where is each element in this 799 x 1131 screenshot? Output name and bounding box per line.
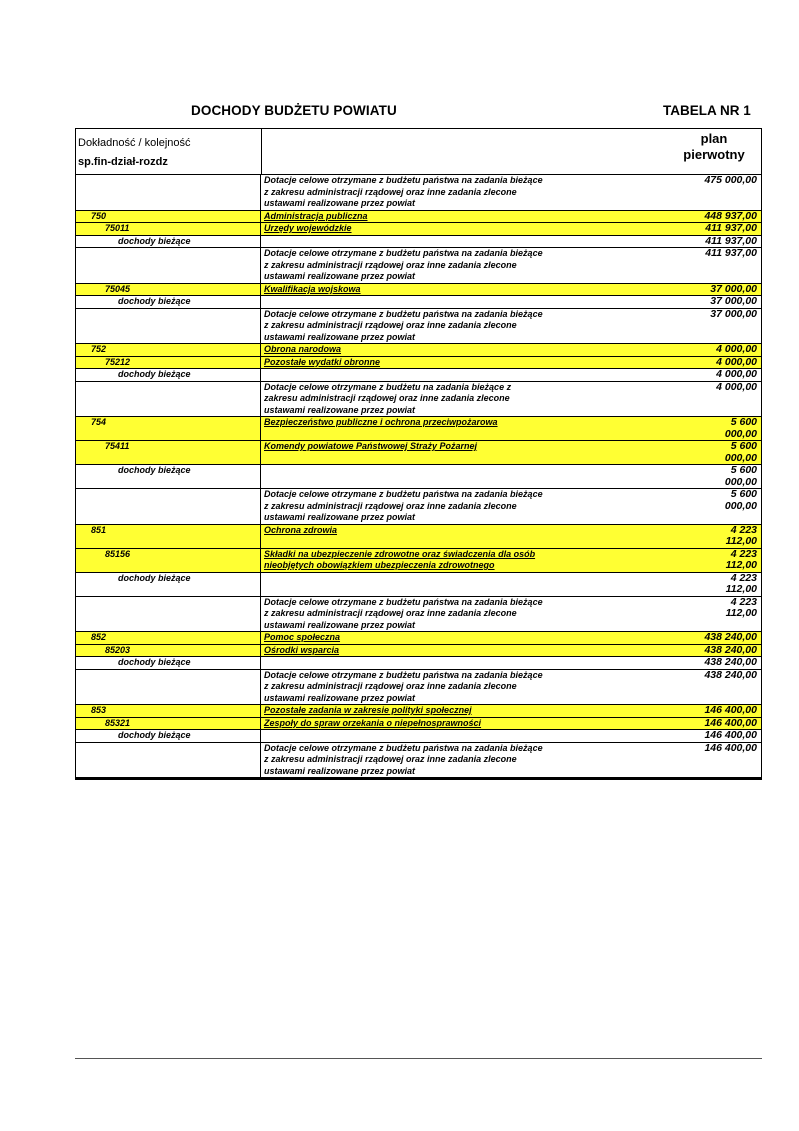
row-code-cell <box>76 597 261 632</box>
table-body <box>76 175 761 778</box>
row-code-cell <box>76 465 261 488</box>
row-code: 754 <box>91 417 107 427</box>
row-code-cell <box>76 175 261 210</box>
row-code-cell <box>76 284 261 296</box>
row-code: 752 <box>91 344 107 354</box>
row-code-cell <box>76 236 261 248</box>
header-col-name-amount <box>262 129 761 174</box>
row-code: dochody bieżące <box>118 657 191 667</box>
row-amount: 37 000,00 <box>710 307 757 320</box>
row-code: 75212 <box>105 356 131 367</box>
footer-rule <box>75 1058 762 1059</box>
row-amount: 438 240,00 <box>704 656 757 668</box>
table-row <box>76 441 761 465</box>
row-name: Ośrodki wsparcia <box>264 644 340 655</box>
table-row <box>76 718 761 731</box>
row-code: dochody bieżące <box>118 730 191 740</box>
row-amount: 438 240,00 <box>704 643 757 656</box>
table-row <box>76 489 761 525</box>
row-code-cell <box>76 211 261 223</box>
row-amount: 438 240,00 <box>704 631 757 643</box>
row-name: Bezpieczeństwo publiczne i ochrona przeciwpożarowa <box>264 417 498 427</box>
row-code: 75045 <box>105 283 131 294</box>
row-code-cell <box>76 441 261 464</box>
row-code: 750 <box>91 210 107 221</box>
row-code: 853 <box>91 705 107 715</box>
row-code-cell <box>76 718 261 730</box>
table-row <box>76 549 761 573</box>
row-name: Dotacje celowe otrzymane z budżetu na zadania bieżące z zakresu administracji rządowej oraz inne zadania zlecone ustawami realizowane przez powiat <box>264 381 512 415</box>
table-row <box>76 223 761 236</box>
table-row <box>76 743 761 779</box>
row-amount: 4 223 112,00 <box>725 571 757 595</box>
table-row <box>76 309 761 345</box>
row-code: dochody bieżące <box>118 572 191 583</box>
table-row <box>76 670 761 706</box>
table-row <box>76 705 761 718</box>
header-plan-label: plan pierwotny <box>683 131 745 162</box>
row-code: dochody bieżące <box>118 465 191 475</box>
row-code-cell <box>76 670 261 705</box>
row-amount: 448 937,00 <box>704 209 757 222</box>
table-row <box>76 730 761 743</box>
row-name: Ochrona zdrowia <box>264 524 338 535</box>
row-amount: 5 600 000,00 <box>724 488 757 512</box>
row-code-cell <box>76 730 261 742</box>
row-amount: 4 000,00 <box>716 355 757 368</box>
row-name: Obrona narodowa <box>264 344 342 354</box>
row-amount: 146 400,00 <box>704 741 757 754</box>
row-amount: 4 223 112,00 <box>725 547 757 571</box>
row-amount: 475 000,00 <box>704 174 757 186</box>
table-row <box>76 645 761 658</box>
table-row <box>76 597 761 633</box>
row-code: dochody bieżące <box>118 235 191 246</box>
row-name <box>261 573 699 596</box>
row-code: 851 <box>91 524 107 535</box>
row-code: 75011 <box>105 223 130 233</box>
row-name <box>261 657 699 669</box>
row-name: Dotacje celowe otrzymane z budżetu państwa na zadania bieżące z zakresu administracji rządowej oraz inne zadania zlecone ustawami realizowane przez powiat <box>264 248 543 281</box>
row-name <box>261 369 699 381</box>
row-amount: 5 600 000,00 <box>724 416 757 440</box>
row-amount: 5 600 000,00 <box>724 440 757 464</box>
row-code-cell <box>76 309 261 344</box>
row-code-cell <box>76 657 261 669</box>
row-amount: 146 400,00 <box>704 729 757 741</box>
row-amount: 4 000,00 <box>716 380 757 393</box>
row-code-cell <box>76 489 261 524</box>
row-name: Pozostałe wydatki obronne <box>264 356 381 367</box>
row-name: Pomoc społeczna <box>264 632 341 642</box>
row-code-cell <box>76 743 261 778</box>
row-name <box>261 465 699 488</box>
row-amount: 4 223 112,00 <box>725 523 757 547</box>
row-amount: 37 000,00 <box>710 282 757 295</box>
row-code-cell <box>76 357 261 369</box>
row-code: dochody bieżące <box>118 296 191 306</box>
row-amount: 5 600 000,00 <box>724 464 757 488</box>
row-name: Komendy powiatowe Państwowej Straży Pożarnej <box>264 441 478 451</box>
row-name: Administracja publiczna <box>264 210 368 221</box>
row-amount: 411 937,00 <box>705 222 757 234</box>
row-code-cell <box>76 296 261 308</box>
table-row <box>76 284 761 297</box>
row-name <box>261 730 699 742</box>
table-row <box>76 248 761 284</box>
row-code-cell <box>76 573 261 596</box>
table-number: TABELA NR 1 <box>663 103 751 118</box>
header-col-code <box>76 129 262 174</box>
row-code-cell <box>76 645 261 657</box>
row-amount: 4 000,00 <box>716 368 757 380</box>
row-code-cell <box>76 344 261 356</box>
row-name: Zespoły do spraw orzekania o niepełnosprawności <box>264 717 482 728</box>
row-code-cell <box>76 525 261 548</box>
row-code: 75411 <box>105 441 130 451</box>
table-row <box>76 357 761 370</box>
row-amount: 37 000,00 <box>710 295 757 307</box>
table-row <box>76 236 761 249</box>
table-row <box>76 344 761 357</box>
row-name: Dotacje celowe otrzymane z budżetu państwa na zadania bieżące z zakresu administracji rządowej oraz inne zadania zlecone ustawami realizowane przez powiat <box>264 308 543 342</box>
page-title: DOCHODY BUDŻETU POWIATU <box>191 103 397 118</box>
header-precision-label: Dokładność / kolejność <box>78 137 191 149</box>
table-row <box>76 573 761 597</box>
row-code: 852 <box>91 632 107 642</box>
table-row <box>76 382 761 418</box>
row-amount: 146 400,00 <box>704 716 757 729</box>
table-row <box>76 211 761 224</box>
row-amount: 438 240,00 <box>704 668 757 681</box>
row-name: Dotacje celowe otrzymane z budżetu państwa na zadania bieżące z zakresu administracji rządowej oraz inne zadania zlecone ustawami realizowane przez powiat <box>264 669 543 703</box>
row-code-cell <box>76 549 261 572</box>
header-classification-label: sp.fin-dział-rozdz <box>78 156 168 168</box>
table-row <box>76 632 761 645</box>
table-row <box>76 175 761 211</box>
row-code: 85156 <box>105 548 131 559</box>
row-code: 85203 <box>105 644 131 655</box>
table-row <box>76 525 761 549</box>
table-row <box>76 465 761 489</box>
table-row <box>76 369 761 382</box>
row-code-cell <box>76 248 261 283</box>
row-code-cell <box>76 632 261 644</box>
row-name <box>261 296 699 308</box>
row-name: Dotacje celowe otrzymane z budżetu państwa na zadania bieżące z zakresu administracji rządowej oraz inne zadania zlecone ustawami realizowane przez powiat <box>264 489 543 522</box>
row-code-cell <box>76 417 261 440</box>
row-name: Kwalifikacja wojskowa <box>264 283 361 294</box>
table-row <box>76 296 761 309</box>
row-amount: 146 400,00 <box>704 704 757 716</box>
row-code-cell <box>76 705 261 717</box>
row-code: 85321 <box>105 717 131 728</box>
table-row <box>76 657 761 670</box>
row-amount: 411 937,00 <box>705 247 757 259</box>
row-code-cell <box>76 369 261 381</box>
row-code: dochody bieżące <box>118 369 191 379</box>
revenue-table <box>75 128 762 780</box>
row-amount: 4 000,00 <box>716 343 757 355</box>
row-amount: 411 937,00 <box>705 234 757 247</box>
row-name <box>261 236 699 248</box>
row-name: Dotacje celowe otrzymane z budżetu państwa na zadania bieżące z zakresu administracji rządowej oraz inne zadania zlecone ustawami realizowane przez powiat <box>264 742 543 776</box>
row-name: Dotacje celowe otrzymane z budżetu państwa na zadania bieżące z zakresu administracji rządowej oraz inne zadania zlecone ustawami realizowane przez powiat <box>264 596 543 630</box>
row-amount: 4 223 112,00 <box>725 595 757 619</box>
table-row <box>76 417 761 441</box>
table-header <box>76 129 761 175</box>
row-name: Urzędy wojewódzkie <box>264 223 352 233</box>
row-name: Dotacje celowe otrzymane z budżetu państwa na zadania bieżące z zakresu administracji rządowej oraz inne zadania zlecone ustawami realizowane przez powiat <box>264 175 543 208</box>
row-code-cell <box>76 382 261 417</box>
row-name: Pozostałe zadania w zakresie polityki społecznej <box>264 705 472 715</box>
row-code-cell <box>76 223 261 235</box>
row-name: Składki na ubezpieczenie zdrowotne oraz świadczenia dla osób nieobjętych obowiązkiem ubezpieczenia zdrowotnego <box>264 548 536 570</box>
